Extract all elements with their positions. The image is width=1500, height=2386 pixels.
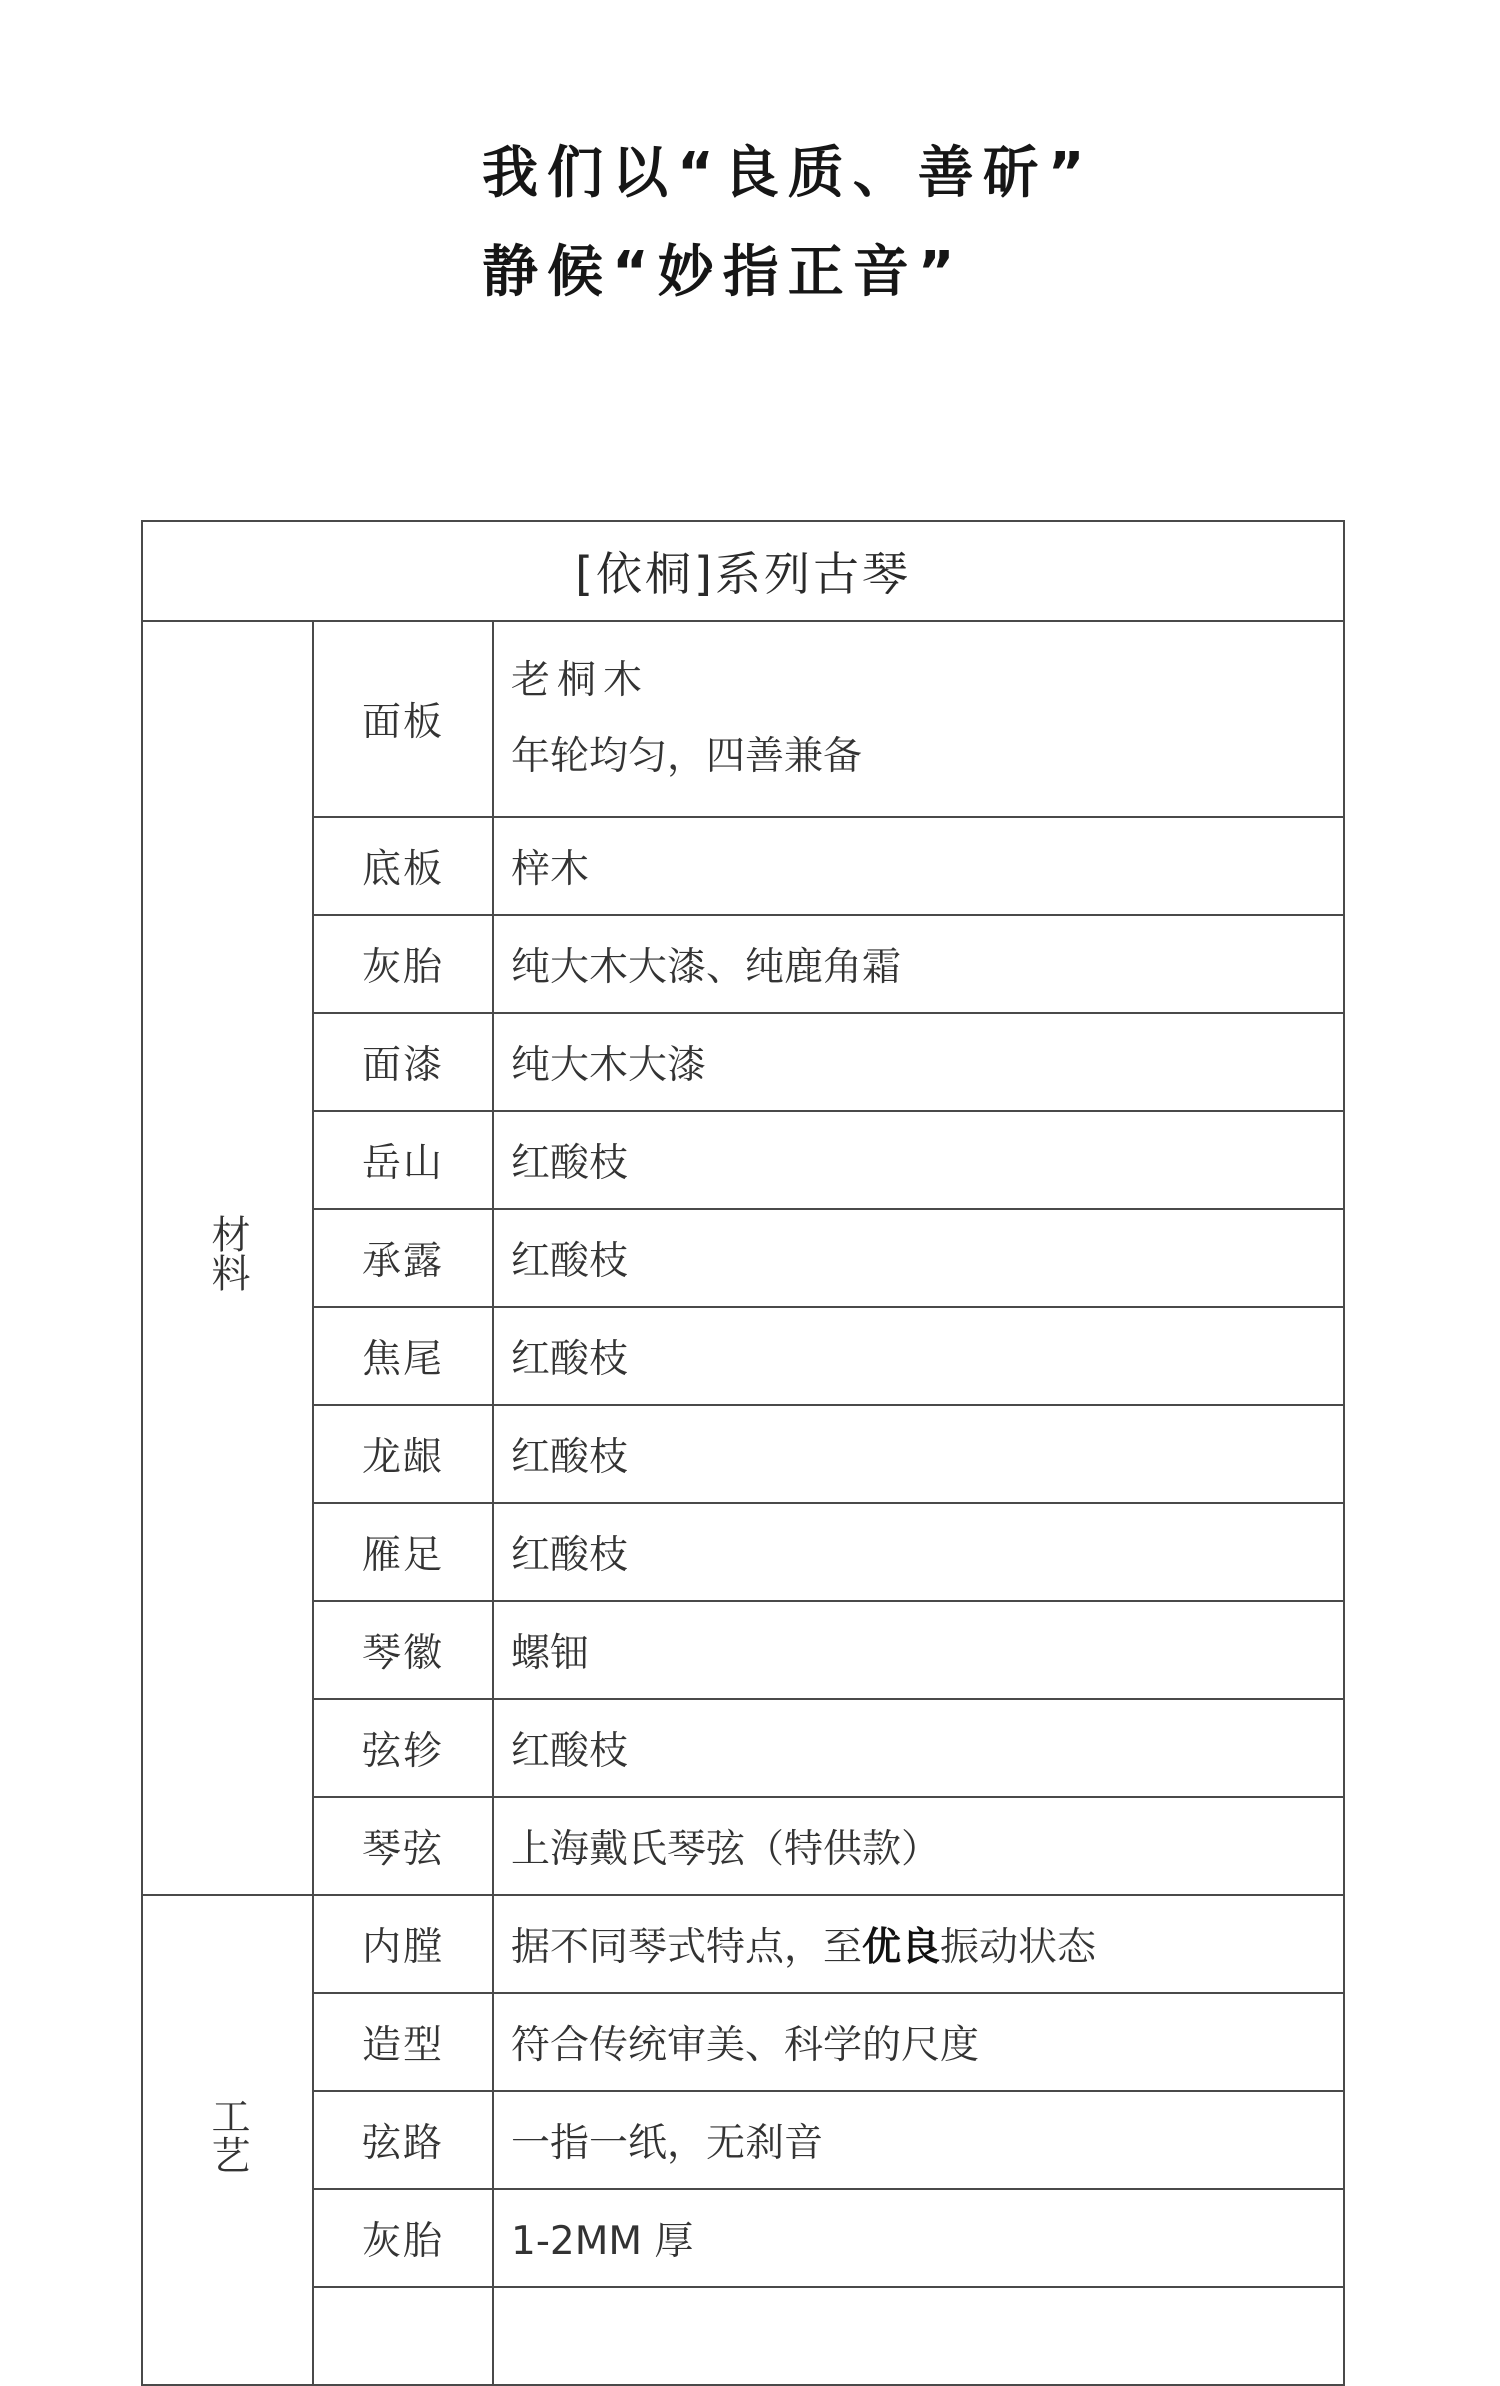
row-label: 琴徽 [313, 1601, 493, 1699]
row-value: 纯大木大漆、纯鹿角霜 [493, 915, 1344, 1013]
table-row [142, 817, 1344, 915]
row-value: 1-2MM 厚 [493, 2189, 1344, 2287]
row-value: 符合传统审美、科学的尺度 [493, 1993, 1344, 2091]
row-label: 面板 [313, 621, 493, 817]
row-value: 红酸枝 [493, 1405, 1344, 1503]
row-value [493, 621, 1344, 817]
row-value: 纯大木大漆 [493, 1013, 1344, 1111]
row-value-text-end: 振动状态 [940, 1925, 1097, 1970]
row-value [493, 1895, 1344, 1993]
headline-line-1: 我们以“良质、善斫” [482, 141, 1094, 206]
spec-table [141, 520, 1345, 2386]
table-row [142, 1013, 1344, 1111]
group-label-materials [142, 621, 313, 1895]
row-label: 灰胎 [313, 2189, 493, 2287]
row-label: 弦路 [313, 2091, 493, 2189]
table-row [142, 621, 1344, 817]
table-row [142, 1601, 1344, 1699]
table-row [142, 2091, 1344, 2189]
table-row [142, 2189, 1344, 2287]
table-row [142, 1111, 1344, 1209]
row-value: 红酸枝 [493, 1307, 1344, 1405]
row-value-empty [493, 2287, 1344, 2385]
headline-line-2: 静候“妙指正音” [482, 240, 964, 305]
table-row-cut-off [142, 2287, 1344, 2385]
table-title-row [142, 521, 1344, 621]
table-row [142, 1699, 1344, 1797]
row-value: 一指一纸，无刹音 [493, 2091, 1344, 2189]
group-label-text: 工艺 [205, 2096, 250, 2174]
row-label: 岳山 [313, 1111, 493, 1209]
row-value-line-1: 老桐木 [511, 658, 650, 703]
row-value: 梓木 [493, 817, 1344, 915]
group-label-craft [142, 1895, 313, 2385]
table-row [142, 1993, 1344, 2091]
table-row [142, 1405, 1344, 1503]
table-row [142, 1895, 1344, 1993]
row-value-emphasis: 优良 [862, 1925, 941, 1970]
group-label-text: 材料 [205, 1214, 250, 1292]
row-value-line-2: 年轮均匀，四善兼备 [511, 734, 863, 779]
row-value: 红酸枝 [493, 1209, 1344, 1307]
table-row [142, 1307, 1344, 1405]
row-label: 雁足 [313, 1503, 493, 1601]
row-label: 面漆 [313, 1013, 493, 1111]
row-value: 红酸枝 [493, 1503, 1344, 1601]
row-label: 内膛 [313, 1895, 493, 1993]
row-label: 弦轸 [313, 1699, 493, 1797]
table-row [142, 1503, 1344, 1601]
table-row [142, 1209, 1344, 1307]
row-label: 造型 [313, 1993, 493, 2091]
row-value: 红酸枝 [493, 1699, 1344, 1797]
table-title: [依桐]系列古琴 [142, 521, 1344, 621]
table-row [142, 1797, 1344, 1895]
row-label: 琴弦 [313, 1797, 493, 1895]
row-label: 焦尾 [313, 1307, 493, 1405]
row-value-text: 据不同琴式特点，至 [511, 1925, 863, 1970]
row-label-empty [313, 2287, 493, 2385]
row-value: 红酸枝 [493, 1111, 1344, 1209]
row-label: 灰胎 [313, 915, 493, 1013]
row-label: 承露 [313, 1209, 493, 1307]
headline [482, 124, 1094, 322]
table-row [142, 915, 1344, 1013]
row-label: 底板 [313, 817, 493, 915]
row-label: 龙龈 [313, 1405, 493, 1503]
row-value: 上海戴氏琴弦（特供款） [493, 1797, 1344, 1895]
row-value: 螺钿 [493, 1601, 1344, 1699]
